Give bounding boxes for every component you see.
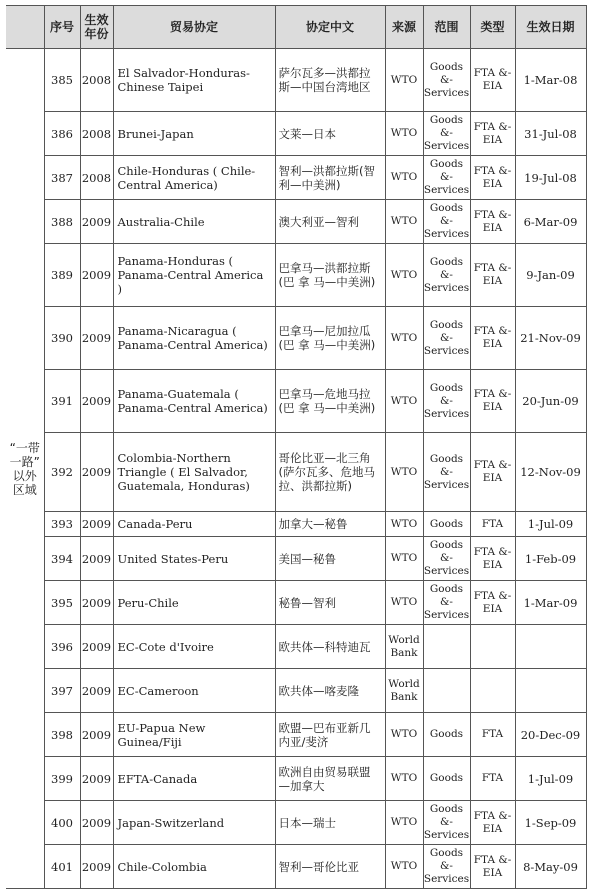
agreement-cell: United States-Peru: [113, 537, 275, 581]
scope-cell: Goods &-Services: [423, 845, 470, 889]
source-cell: WTO: [385, 244, 423, 307]
date-cell: 21-Nov-09: [515, 307, 586, 370]
agreement-cn-cell: 萨尔瓦多—洪都拉斯—中国台湾地区: [275, 49, 385, 112]
year-cell: 2009: [80, 581, 113, 625]
agreement-cell: Panama-Guatemala ( Panama-Central America): [113, 370, 275, 433]
agreement-cn-cell: 欧共体—科特迪瓦: [275, 625, 385, 669]
date-cell: [515, 625, 586, 669]
type-cell: FTA &-EIA: [470, 200, 515, 244]
year-cell: 2009: [80, 512, 113, 537]
agreement-cell: EU-Papua New Guinea/Fiji: [113, 713, 275, 757]
type-cell: FTA &-EIA: [470, 156, 515, 200]
agreement-cn-cell: 智利—哥伦比亚: [275, 845, 385, 889]
type-cell: FTA &-EIA: [470, 112, 515, 156]
scope-cell: [423, 669, 470, 713]
scope-cell: Goods &-Services: [423, 370, 470, 433]
type-cell: FTA: [470, 512, 515, 537]
agreement-cn-cell: 哥伦比亚—北三角(萨尔瓦多、危地马拉、洪都拉斯): [275, 433, 385, 512]
date-cell: 19-Jul-08: [515, 156, 586, 200]
date-cell: 1-Sep-09: [515, 801, 586, 845]
source-cell: WTO: [385, 49, 423, 112]
row-number-cell: 386: [44, 112, 80, 156]
header-scope: 范围: [423, 6, 470, 49]
table-row: [6, 512, 586, 537]
scope-cell: Goods &-Services: [423, 112, 470, 156]
date-cell: 20-Dec-09: [515, 713, 586, 757]
year-cell: 2009: [80, 625, 113, 669]
year-cell: 2009: [80, 801, 113, 845]
date-cell: 6-Mar-09: [515, 200, 586, 244]
source-cell: WTO: [385, 801, 423, 845]
type-cell: FTA &-EIA: [470, 801, 515, 845]
agreement-cell: EC-Cote d'Ivoire: [113, 625, 275, 669]
row-number-cell: 401: [44, 845, 80, 889]
scope-cell: Goods: [423, 512, 470, 537]
row-number-cell: 394: [44, 537, 80, 581]
row-number-cell: 397: [44, 669, 80, 713]
type-cell: [470, 625, 515, 669]
type-cell: FTA: [470, 713, 515, 757]
row-number-cell: 390: [44, 307, 80, 370]
type-cell: [470, 669, 515, 713]
type-cell: FTA &-EIA: [470, 49, 515, 112]
type-cell: FTA &-EIA: [470, 537, 515, 581]
source-cell: WTO: [385, 200, 423, 244]
trade-agreements-table: [6, 5, 587, 889]
source-cell: WTO: [385, 307, 423, 370]
source-cell: WTO: [385, 581, 423, 625]
header-region: [6, 6, 44, 49]
scope-cell: [423, 625, 470, 669]
agreement-cell: Panama-Nicaragua ( Panama-Central America): [113, 307, 275, 370]
header-agreement: 贸易协定: [113, 6, 275, 49]
year-cell: 2009: [80, 713, 113, 757]
row-number-cell: 385: [44, 49, 80, 112]
agreement-cn-cell: 巴拿马—洪都拉斯(巴 拿 马—中美洲): [275, 244, 385, 307]
agreement-cn-cell: 美国—秘鲁: [275, 537, 385, 581]
header-year-text: 生效 年份: [84, 13, 109, 41]
date-cell: 1-Mar-09: [515, 581, 586, 625]
source-cell: World Bank: [385, 625, 423, 669]
table-row: [6, 156, 586, 200]
scope-cell: Goods &-Services: [423, 537, 470, 581]
source-cell: WTO: [385, 537, 423, 581]
agreement-cell: Chile-Colombia: [113, 845, 275, 889]
agreement-cn-cell: 智利—洪都拉斯(智利—中美洲): [275, 156, 385, 200]
type-cell: FTA &-EIA: [470, 244, 515, 307]
header-year: [80, 6, 113, 49]
scope-cell: Goods &-Services: [423, 156, 470, 200]
year-cell: 2009: [80, 370, 113, 433]
agreement-cell: Japan-Switzerland: [113, 801, 275, 845]
scope-cell: Goods &-Services: [423, 49, 470, 112]
year-cell: 2008: [80, 112, 113, 156]
table-row: [6, 49, 586, 112]
year-cell: 2009: [80, 845, 113, 889]
table-row: [6, 307, 586, 370]
row-number-cell: 387: [44, 156, 80, 200]
year-cell: 2009: [80, 537, 113, 581]
scope-cell: Goods &-Services: [423, 200, 470, 244]
agreement-cell: Panama-Honduras ( Panama-Central America ): [113, 244, 275, 307]
header-type: 类型: [470, 6, 515, 49]
year-cell: 2008: [80, 49, 113, 112]
agreement-cn-cell: 澳大利亚—智利: [275, 200, 385, 244]
source-cell: World Bank: [385, 669, 423, 713]
header-row: [6, 6, 586, 49]
table-row: [6, 370, 586, 433]
region-label: “一带 一路” 以外 区域: [6, 49, 44, 889]
year-cell: 2008: [80, 156, 113, 200]
source-cell: WTO: [385, 757, 423, 801]
table-row: [6, 112, 586, 156]
date-cell: 1-Jul-09: [515, 512, 586, 537]
row-number-cell: 398: [44, 713, 80, 757]
header-date: 生效日期: [515, 6, 586, 49]
scope-cell: Goods: [423, 757, 470, 801]
table-row: [6, 625, 586, 669]
row-number-cell: 392: [44, 433, 80, 512]
date-cell: 1-Feb-09: [515, 537, 586, 581]
year-cell: 2009: [80, 433, 113, 512]
table-row: [6, 757, 586, 801]
row-number-cell: 396: [44, 625, 80, 669]
agreement-cell: Peru-Chile: [113, 581, 275, 625]
agreement-cn-cell: 巴拿马—危地马拉(巴 拿 马—中美洲): [275, 370, 385, 433]
scope-cell: Goods &-Services: [423, 433, 470, 512]
agreement-cell: Colombia-Northern Triangle ( El Salvador, Guatemala, Honduras): [113, 433, 275, 512]
agreement-cell: Australia-Chile: [113, 200, 275, 244]
date-cell: 20-Jun-09: [515, 370, 586, 433]
year-cell: 2009: [80, 307, 113, 370]
agreement-cn-cell: 秘鲁—智利: [275, 581, 385, 625]
row-number-cell: 391: [44, 370, 80, 433]
source-cell: WTO: [385, 156, 423, 200]
date-cell: 12-Nov-09: [515, 433, 586, 512]
type-cell: FTA &-EIA: [470, 845, 515, 889]
agreement-cn-cell: 欧盟—巴布亚新几内亚/斐济: [275, 713, 385, 757]
agreement-cn-cell: 文莱—日本: [275, 112, 385, 156]
header-cn: 协定中文: [275, 6, 385, 49]
agreement-cell: Brunei-Japan: [113, 112, 275, 156]
source-cell: WTO: [385, 845, 423, 889]
source-cell: WTO: [385, 713, 423, 757]
year-cell: 2009: [80, 244, 113, 307]
year-cell: 2009: [80, 200, 113, 244]
agreement-cn-cell: 日本—瑞士: [275, 801, 385, 845]
table-row: [6, 845, 586, 889]
agreement-cn-cell: 欧共体—喀麦隆: [275, 669, 385, 713]
agreement-cn-cell: 加拿大—秘鲁: [275, 512, 385, 537]
table-row: [6, 537, 586, 581]
date-cell: 1-Mar-08: [515, 49, 586, 112]
date-cell: 8-May-09: [515, 845, 586, 889]
header-source: 来源: [385, 6, 423, 49]
type-cell: FTA &-EIA: [470, 433, 515, 512]
type-cell: FTA &-EIA: [470, 370, 515, 433]
header-no: 序号: [44, 6, 80, 49]
source-cell: WTO: [385, 112, 423, 156]
type-cell: FTA: [470, 757, 515, 801]
table-row: [6, 433, 586, 512]
agreement-cell: Chile-Honduras ( Chile-Central America): [113, 156, 275, 200]
table-row: [6, 669, 586, 713]
table-row: [6, 581, 586, 625]
row-number-cell: 400: [44, 801, 80, 845]
row-number-cell: 388: [44, 200, 80, 244]
agreement-cell: EC-Cameroon: [113, 669, 275, 713]
scope-cell: Goods &-Services: [423, 581, 470, 625]
source-cell: WTO: [385, 370, 423, 433]
type-cell: FTA &-EIA: [470, 581, 515, 625]
source-cell: WTO: [385, 433, 423, 512]
type-cell: FTA &-EIA: [470, 307, 515, 370]
year-cell: 2009: [80, 757, 113, 801]
scope-cell: Goods &-Services: [423, 244, 470, 307]
table-body: [6, 49, 586, 889]
agreement-cn-cell: 巴拿马—尼加拉瓜(巴 拿 马—中美洲): [275, 307, 385, 370]
agreement-cell: El Salvador-Honduras-Chinese Taipei: [113, 49, 275, 112]
row-number-cell: 389: [44, 244, 80, 307]
row-number-cell: 395: [44, 581, 80, 625]
date-cell: 31-Jul-08: [515, 112, 586, 156]
table-row: [6, 244, 586, 307]
date-cell: 9-Jan-09: [515, 244, 586, 307]
date-cell: [515, 669, 586, 713]
scope-cell: Goods &-Services: [423, 307, 470, 370]
source-cell: WTO: [385, 512, 423, 537]
row-number-cell: 393: [44, 512, 80, 537]
agreement-cell: Canada-Peru: [113, 512, 275, 537]
table-row: [6, 200, 586, 244]
date-cell: 1-Jul-09: [515, 757, 586, 801]
row-number-cell: 399: [44, 757, 80, 801]
scope-cell: Goods: [423, 713, 470, 757]
table-row: [6, 801, 586, 845]
scope-cell: Goods &-Services: [423, 801, 470, 845]
table-row: [6, 713, 586, 757]
agreement-cell: EFTA-Canada: [113, 757, 275, 801]
agreement-cn-cell: 欧洲自由贸易联盟—加拿大: [275, 757, 385, 801]
year-cell: 2009: [80, 669, 113, 713]
